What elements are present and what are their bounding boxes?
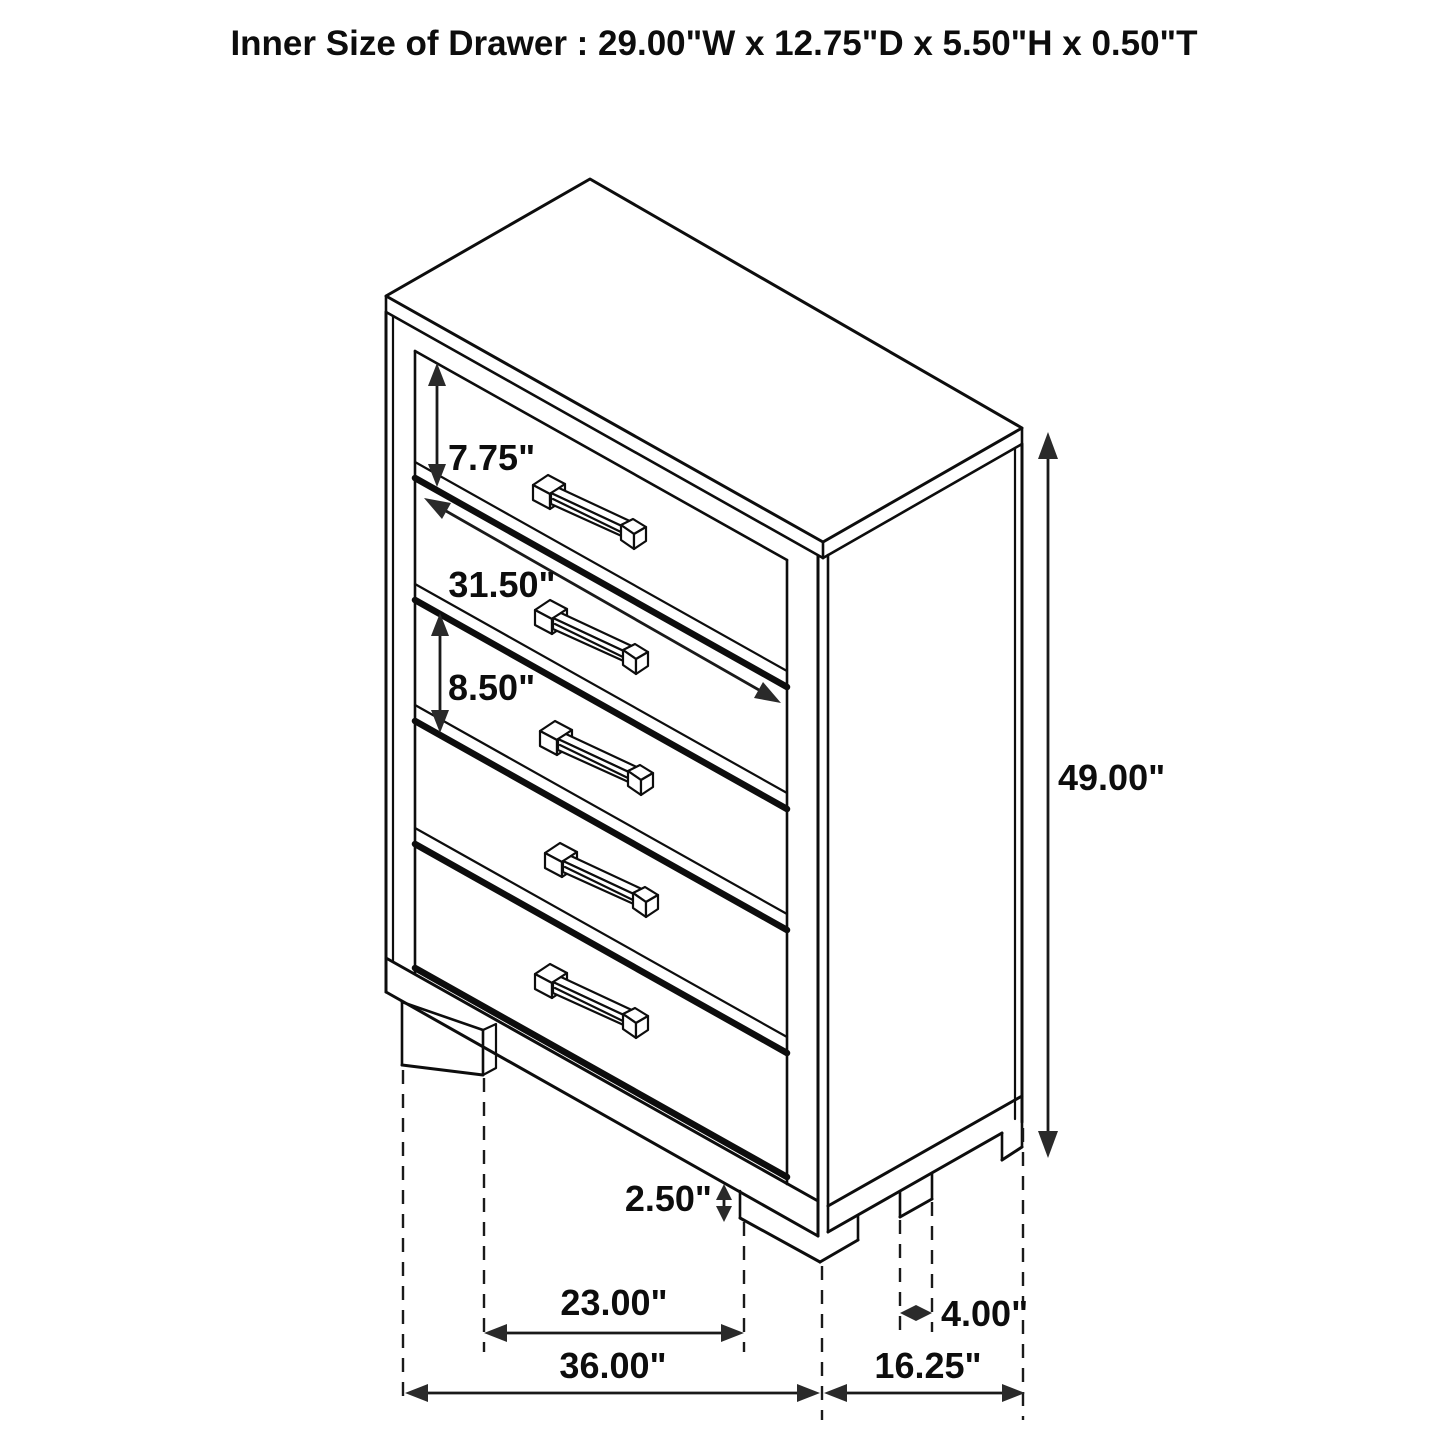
- dimension-top-drawer-height: [428, 363, 535, 487]
- chest-top-face: [386, 179, 1022, 558]
- dimension-label-23-00: 23.00": [560, 1282, 668, 1323]
- dimension-label-2-50: 2.50": [624, 1178, 712, 1219]
- drawer-handle-4: [545, 843, 658, 917]
- dimension-label-31-50: 31.50": [448, 564, 556, 605]
- dimension-leg-width: [900, 1293, 1028, 1334]
- drawer-handle-2: [535, 600, 648, 674]
- drawer-handle-5: [535, 964, 648, 1038]
- dimension-label-8-50: 8.50": [448, 667, 536, 708]
- dimension-overall-width: [405, 1345, 820, 1402]
- dimension-overall-height: [1038, 432, 1165, 1158]
- dimension-label-7-75: 7.75": [448, 437, 536, 478]
- dimension-label-36-00: 36.00": [559, 1345, 667, 1386]
- dimension-label-16-25: 16.25": [874, 1345, 982, 1386]
- dimension-front-leg-spacing: [484, 1282, 744, 1342]
- dimension-overall-depth: [824, 1345, 1025, 1402]
- dimension-lower-drawer-height: [431, 613, 535, 733]
- dimension-label-4-00: 4.00": [941, 1293, 1029, 1334]
- chest-side-face: [740, 444, 1022, 1262]
- dimension-base-leg-height: [625, 1178, 732, 1222]
- dimension-label-49-00: 49.00": [1058, 757, 1166, 798]
- diagram-title: Inner Size of Drawer : 29.00"W x 12.75"D x 5.50"H x 0.50"T: [230, 24, 1198, 63]
